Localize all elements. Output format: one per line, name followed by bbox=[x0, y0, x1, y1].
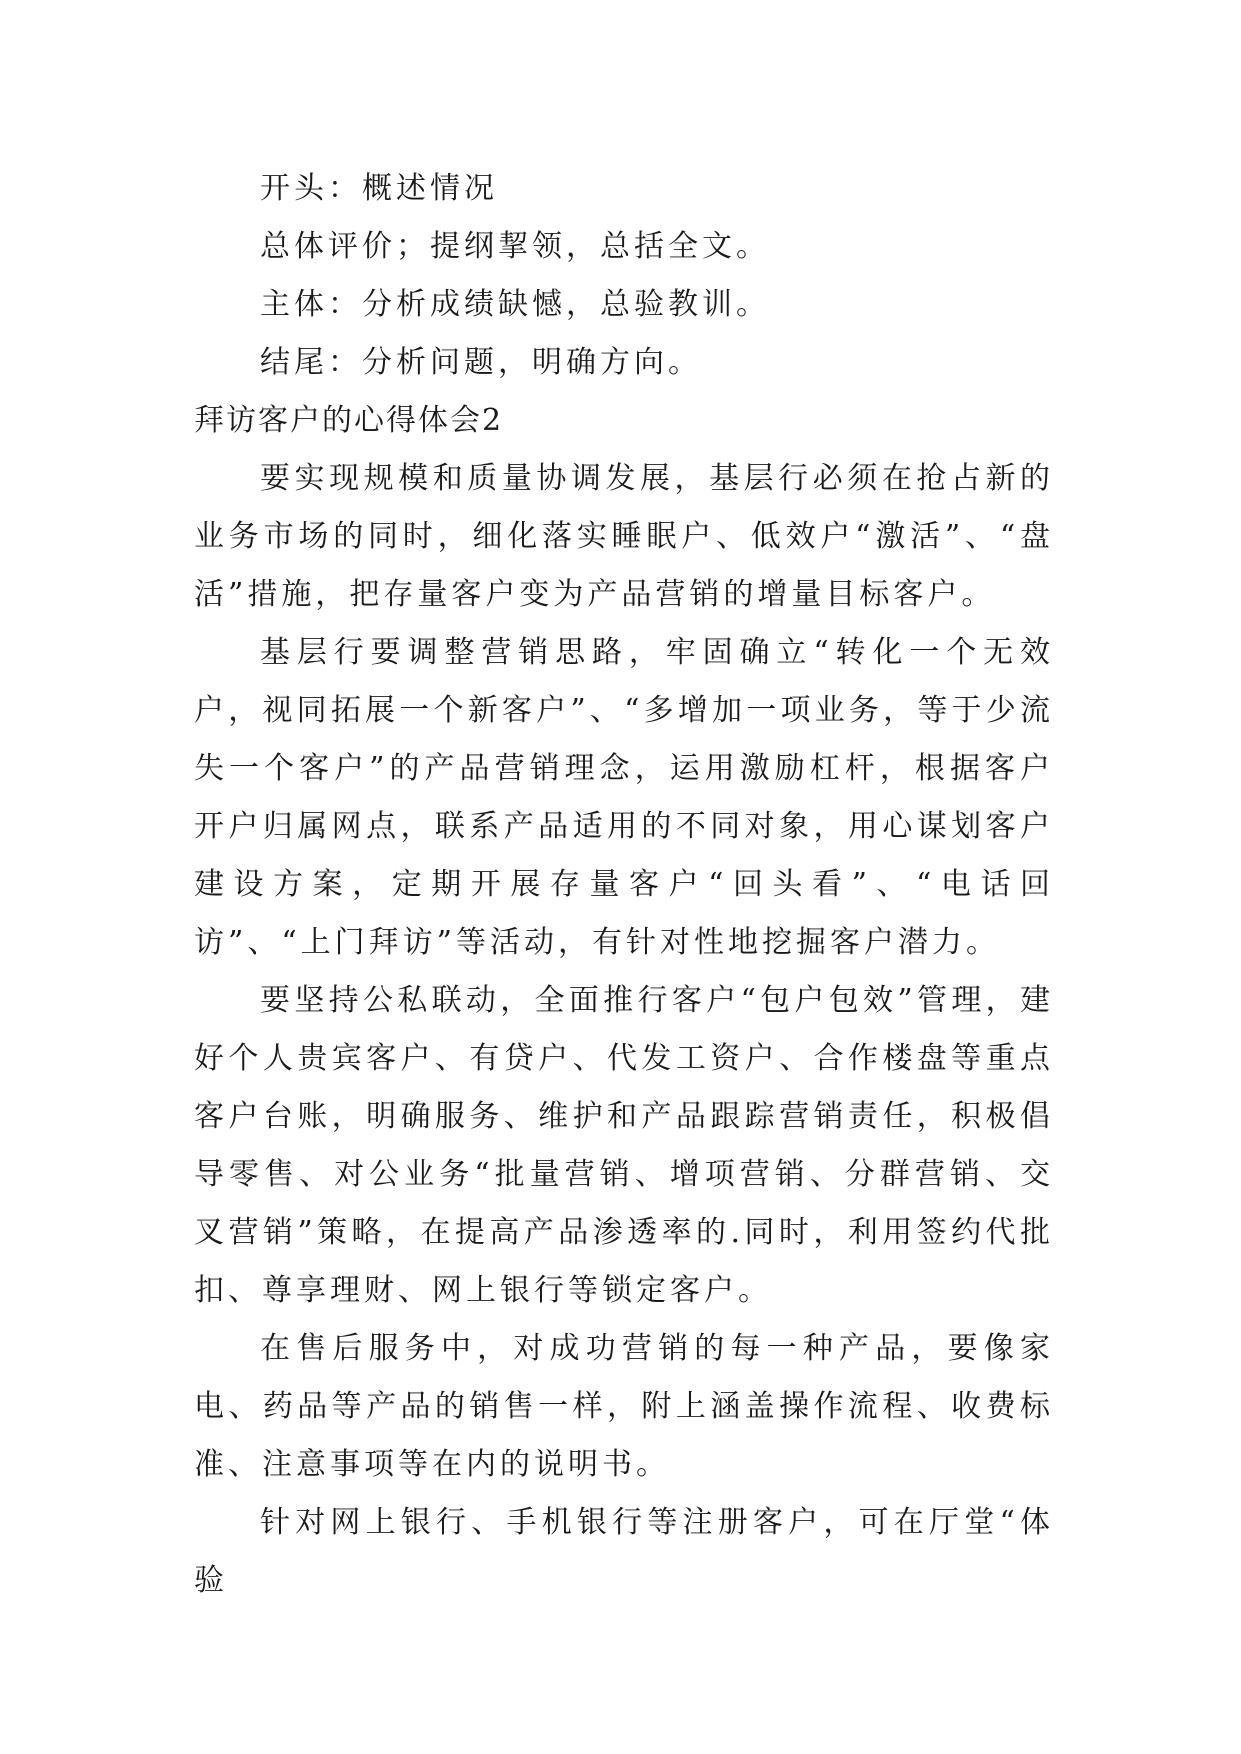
document-body bbox=[194, 160, 1054, 1610]
outline-line-opening: 开头：概述情况 bbox=[260, 171, 498, 206]
outline-line-main-body: 主体：分析成绩缺憾，总验教训。 bbox=[260, 287, 770, 322]
outline-line-ending: 结尾：分析问题，明确方向。 bbox=[260, 345, 702, 380]
section-heading: 拜访客户的心得体会2 bbox=[194, 403, 504, 438]
paragraph-marketing-ideas: 基层行要调整营销思路，牢固确立“转化一个无效户，视同拓展一个新客户”、“多增加一项业务，等于少流失一个客户”的产品营销理念，运用激励杠杆，根据客户开户归属网点，联系产品适用的不同对象，用心谋划客户建设方案，定期开展存量客户“回头看”、“电话回访”、“上门拜访”等活动，有针对性地挖掘客户潜力。 bbox=[194, 635, 1054, 960]
paragraph-after-sales: 在售后服务中，对成功营销的每一种产品，要像家电、药品等产品的销售一样，附上涵盖操作流程、收费标准、注意事项等在内的说明书。 bbox=[194, 1331, 1054, 1482]
outline-line-evaluation: 总体评价；提纲挈领，总括全文。 bbox=[260, 229, 770, 264]
paragraph-scale-quality: 要实现规模和质量协调发展，基层行必须在抢占新的业务市场的同时，细化落实睡眠户、低效户“激活”、“盘活”措施，把存量客户变为产品营销的增量目标客户。 bbox=[194, 461, 1054, 612]
paragraph-public-private: 要坚持公私联动，全面推行客户“包户包效”管理，建好个人贵宾客户、有贷户、代发工资户、合作楼盘等重点客户台账，明确服务、维护和产品跟踪营销责任，积极倡导零售、对公业务“批量营销、增项营销、分群营销、交叉营销”策略，在提高产品渗透率的.同时，利用签约代批扣、尊享理财、网上银行等锁定客户。 bbox=[194, 983, 1054, 1308]
paragraph-online-banking: 针对网上银行、手机银行等注册客户，可在厅堂“体验 bbox=[194, 1505, 1054, 1598]
